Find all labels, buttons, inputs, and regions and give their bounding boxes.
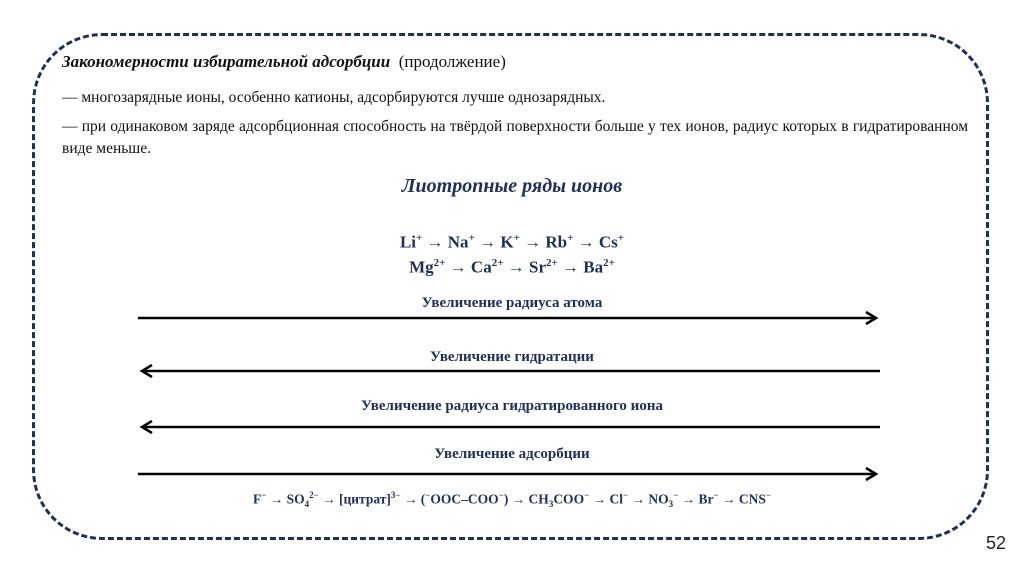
- cation-series-alkaline-earth: $Mg^{2+} \to Ca^{2+} \to Sr^{2+} \to Ba^{2+}$: [409, 257, 615, 277]
- rule-paragraph-1: — многозарядные ионы, особенно катионы, адсорбируются лучше однозарядных.: [62, 89, 606, 106]
- cation-series-alkali: Li+ → Na+ → K+ → Rb+ → Cs+: [399, 232, 625, 252]
- arrow-label-atom-radius: Увеличение радиуса атома: [421, 295, 603, 311]
- rule-paragraph-2: — при одинаковом заряде адсорбционная способность на твёрдой поверхности больше у тех ионов, радиус которых в гидратированном виде меньше.: [62, 118, 968, 157]
- arrow-label-adsorption: Увеличение адсорбции: [434, 446, 590, 462]
- anion-series: $F^- \to SO_4^{2-}$ → [цитрат]$^{3-}$ → $(^-OOC-COO^-) \to CH_3COO^- \to Cl^- \to NO_3^- \to Br^- \to CNS^-$: [252, 490, 772, 510]
- page-number: 52: [985, 533, 1006, 553]
- arrow-left-hydrated-radius: [138, 419, 880, 435]
- slide-title: [62, 52, 506, 72]
- slide-frame: [32, 33, 989, 540]
- arrow-left-hydration: [138, 363, 880, 379]
- title-continuation: (продолжение): [398, 52, 506, 71]
- section-heading: Лиотропные ряды ионов: [401, 175, 623, 197]
- arrow-label-hydrated-radius: Увеличение радиуса гидратированного иона: [361, 398, 663, 414]
- arrow-label-hydration: Увеличение гидратации: [430, 349, 594, 365]
- arrow-right-atom-radius: [138, 310, 880, 326]
- title-main: Закономерности избирательной адсорбции: [62, 52, 391, 71]
- arrow-right-adsorption: [138, 466, 880, 482]
